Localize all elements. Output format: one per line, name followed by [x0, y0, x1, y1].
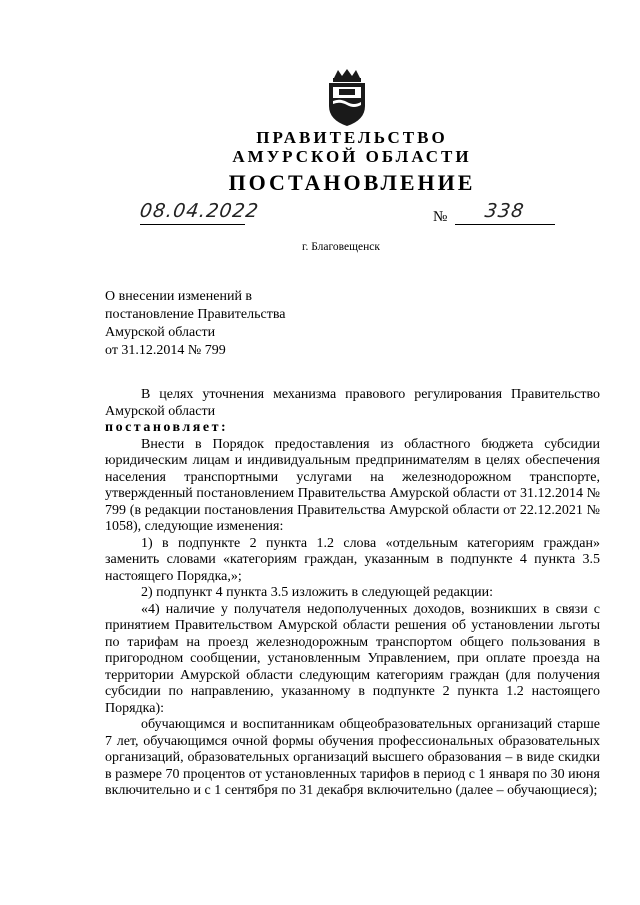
subject-line: от 31.12.2014 № 799: [105, 343, 226, 358]
government-title-line2: АМУРСКОЙ ОБЛАСТИ: [232, 147, 472, 166]
handwritten-number: 338: [483, 200, 526, 222]
subject-line: О внесении изменений в: [105, 289, 253, 304]
coat-of-arms-icon: [322, 68, 372, 128]
paragraph: обучающимся и воспитанникам общеобразовательных организаций старше 7 лет, обучающимся очной формы обучения профессиональных образовательных организаций, образовательных организаций высшего образования – в виде скидки в размере 70 процентов от установленных тарифов в период с 1 января по 30 июня включительно и с 1 сентября по 31 декабря включительно (далее – обучающиеся);: [105, 717, 600, 798]
paragraph: 1) в подпункте 2 пункта 1.2 слова «отдельным категориям граждан» заменить словами «категориям граждан, указанным в подпункте 4 пункта 3.5 настоящего Порядка,»;: [105, 535, 600, 584]
paragraph: «4) наличие у получателя недополученных доходов, возникших в связи с принятием Правительством Амурской области решения об установлении льготы по тарифам на проезд железнодорожным транспортом общего пользования в пригородном сообщении, установленным Управлением, при оплате проезда на территории Амурской области следующим категориям граждан (для получения субсидии по направлению, указанному в подпункте 2 пункта 1.2 настоящего Порядка):: [105, 601, 600, 716]
subject-line: Амурской области: [105, 325, 216, 340]
document-type: ПОСТАНОВЛЕНИЕ: [228, 170, 476, 195]
document-body: [105, 387, 600, 800]
paragraph: 2) подпункт 4 пункта 3.5 изложить в следующей редакции:: [141, 585, 493, 600]
paragraph: В целях уточнения механизма правового регулирования Правительство Амурской области: [105, 387, 600, 419]
paragraph: Внести в Порядок предоставления из областного бюджета субсидии юридическим лицам и индивидуальным предпринимателям в целях обеспечения населения транспортными услугами на железнодорожном транспорте, утвержденный постановлением Правительства Амурской области от 31.12.2014 № 799 (в редакции постановления Правительства Амурской области от 22.12.2021 № 1058), следующие изменения:: [105, 436, 600, 534]
number-label: №: [433, 209, 448, 225]
subject-line: постановление Правительства: [105, 307, 286, 322]
document-subject: [105, 288, 285, 360]
resolves-word: постановляет:: [105, 420, 229, 435]
number-underline: [455, 224, 555, 225]
handwritten-date: 08.04.2022: [138, 200, 261, 222]
date-underline: [140, 224, 245, 225]
city: г. Благовещенск: [302, 241, 380, 253]
government-title-line1: ПРАВИТЕЛЬСТВО: [256, 128, 448, 147]
